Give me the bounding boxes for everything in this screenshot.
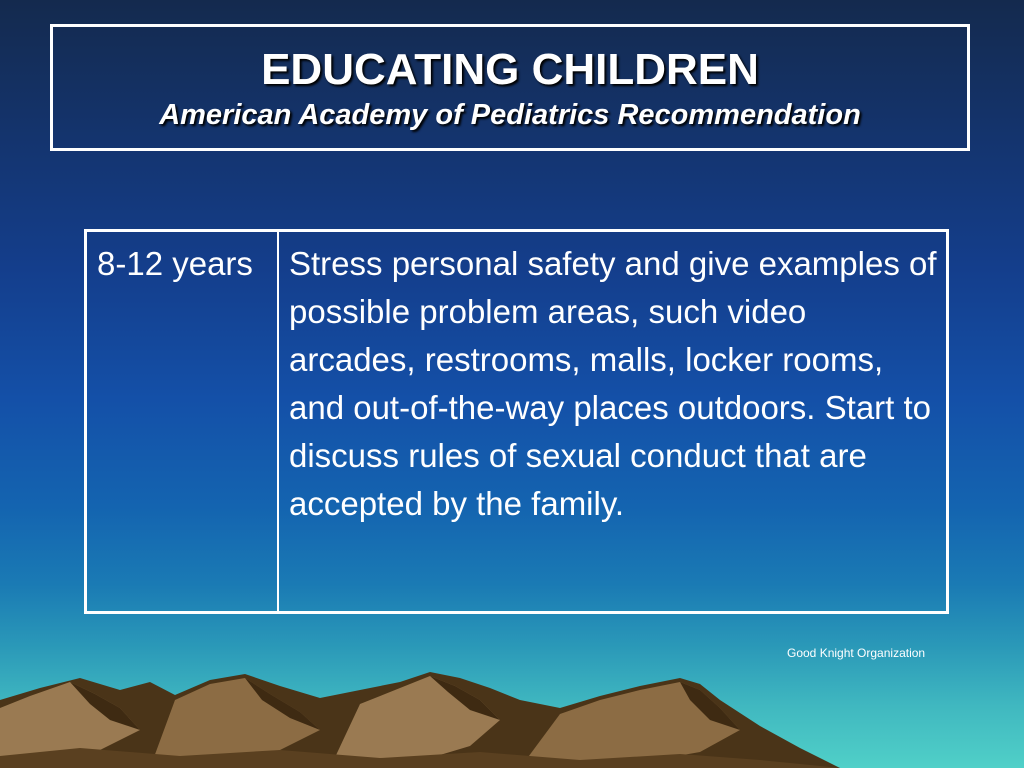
age-cell: 8-12 years bbox=[86, 231, 279, 613]
table-row bbox=[86, 231, 948, 613]
recommendation-table bbox=[84, 229, 949, 614]
mountains-illustration bbox=[0, 660, 1024, 768]
slide-subtitle: American Academy of Pediatrics Recommendation bbox=[159, 99, 861, 131]
recommendation-cell: Stress personal safety and give examples of possible problem areas, such video arcades, restrooms, malls, locker rooms, and out-of-the-way places outdoors. Start to discuss rules of sexual conduct that are accepted by the family. bbox=[278, 231, 948, 613]
title-box bbox=[50, 24, 970, 151]
slide-title: EDUCATING CHILDREN bbox=[261, 45, 759, 94]
footer-credit: Good Knight Organization bbox=[787, 646, 926, 660]
